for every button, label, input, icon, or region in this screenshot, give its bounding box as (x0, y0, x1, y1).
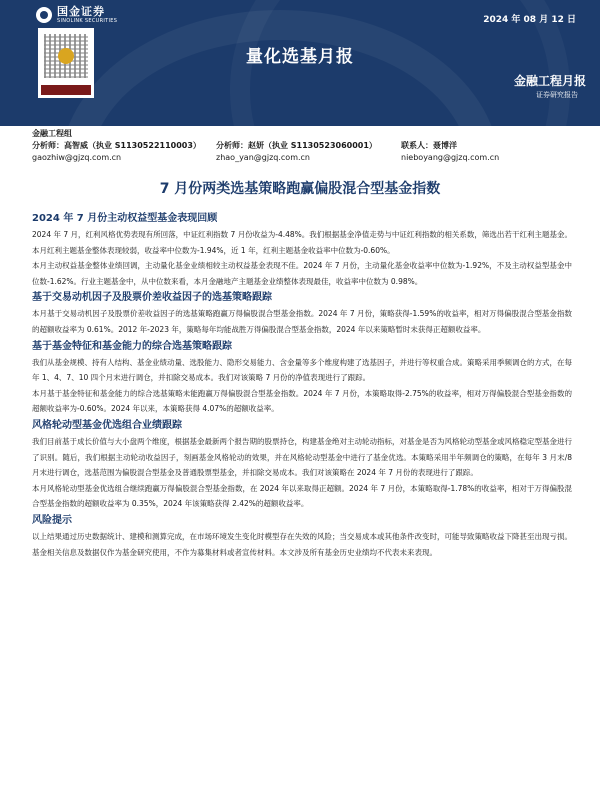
author-block (32, 128, 572, 164)
section-heading-composite: 基于基金特征和基金能力的综合选基策略跟踪 (32, 340, 232, 352)
analyst1-name: 高智威（执业 S1130522110003） (64, 141, 201, 150)
contact-label: 联系人： (401, 141, 433, 150)
contact-name: 聂博洋 (433, 141, 457, 150)
paragraph: 2024 年 7 月，红利风格优势表现有所回落，中证红利指数 7 月份收益为-4.48%。我们根据基金净值走势与中证红利指数的相关系数，筛选出若干红利主题基金。本月红利主题基金整体表现较弱，收益率中位数为-1.94%，近 1 年，红利主题基金收益率中位数为-0.60%。 (32, 230, 572, 255)
qr-caption-bar (41, 85, 91, 95)
section-heading-trading-motive: 基于交易动机因子及股票价差收益因子的选基策略跟踪 (32, 292, 272, 304)
company-logo (36, 6, 117, 24)
paragraph: 我们目前基于成长价值与大小盘两个维度，根据基金最新两个报告期的股票持仓，构建基金绝对主动轮动指标，对基金是否为风格轮动型基金或风格稳定型基金进行了识别。随后，我们根据主动轮动收益因子，刻画基金风格轮动的效果，并在风格轮动型基金中进行了基金优选。本策略采用半年频调仓的策略，在每年 3 月末/8 月末进行调仓，选基范围为偏股混合型基金及普通股票型基金，并扣除交易成本。我们对该策略在 2024 年 7 月份的表现进行了跟踪。 (32, 436, 572, 478)
logo-english-name: SINOLINK SECURITIES (57, 18, 118, 24)
team-name: 金融工程组 (32, 129, 72, 138)
paragraph: 我们从基金规模、持有人结构、基金业绩动量、选股能力、隐形交易能力、含金量等多个维度构建了选基因子，并进行等权重合成。策略采用季频调仓的方式，在每年 1、4、7、10 四个月末进行调仓，并扣除交易成本。我们对该策略 7 月份的净值表现进行了跟踪。 (32, 357, 572, 383)
paragraph: 本月基于基金特征和基金能力的综合选基策略未能跑赢万得偏股混合型基金指数。2024 年 7 月份，本策略取得-2.75%的收益率，相对万得偏股混合型基金指数的超额收益率为-0.60%。2024 年以来，本策略获得 4.07%的超额收益率。 (32, 388, 572, 414)
report-series: 金融工程月报 (513, 74, 586, 88)
report-header (0, 0, 600, 126)
paragraph: 以上结果通过历史数据统计、建模和测算完成，在市场环境发生变化时模型存在失效的风险；当交易成本或其他条件改变时，可能导致策略收益下降甚至出现亏损。基金相关信息及数据仅作为基金研究使用，不作为募集材料或者宣传材料。本文涉及所有基金历史业绩均不代表未来表现。 (32, 531, 572, 557)
qr-code (38, 28, 94, 98)
section-heading-style-rotation: 风格轮动型基金优选组合业绩跟踪 (32, 419, 182, 431)
report-main-title: 7 月份两类选基策略跑赢偏股混合型基金指数 (159, 181, 441, 197)
report-body (32, 210, 572, 560)
paragraph: 本月风格轮动型基金优选组合继续跑赢万得偏股混合型基金指数，在 2024 年以来取得正超额。2024 年 7 月份，本策略取得-1.78%的收益率，相对于万得偏股混合型基金指数的超额收益率为 0.35%，2024 年该策略获得 2.42%的超额收益率。 (32, 483, 572, 509)
contact-email[interactable]: nieboyang@gjzq.com.cn (401, 153, 500, 162)
report-series-subtitle: 证券研究报告 (536, 91, 578, 99)
paragraph: 本月基于交易动机因子及股票价差收益因子的选基策略跑赢万得偏股混合型基金指数。2024 年 7 月份，策略获得-1.59%的收益率，相对万得偏股混合型基金指数的超额收益率为 0.61%。2012 年-2023 年，策略每年均能战胜万得偏股混合型基金指数，2024 年以来策略暂时未获得正超额收益率。 (32, 309, 572, 334)
logo-icon (36, 7, 52, 23)
report-type-title: 量化选基月报 (246, 47, 354, 67)
report-date: 2024 年 08 月 12 日 (483, 15, 576, 25)
author-emails-row (32, 152, 572, 164)
analyst2-email[interactable]: zhao_yan@gjzq.com.cn (216, 153, 310, 162)
section-heading-review: 2024 年 7 月份主动权益型基金表现回顾 (32, 213, 218, 224)
analyst2-label: 分析师： (216, 141, 248, 150)
analyst1-email[interactable]: gaozhiw@gjzq.com.cn (32, 153, 122, 162)
qr-center-logo-icon (58, 48, 74, 64)
logo-chinese-name: 国金证券 (57, 5, 105, 18)
analyst2-name: 赵妍（执业 S1130523060001） (248, 141, 377, 150)
paragraph: 本月主动权益基金整体业绩回调，主动量化基金业绩相较主动权益基金表现不佳。2024 年 7 月份，主动量化基金收益率中位数为-1.92%，不及主动权益型基金中位数-1.62%。行业主题基金中，从中位数来看，本月金融地产主题基金业绩整体表现最佳，收益率中位数为 0.98%。 (32, 261, 572, 286)
analyst1-label: 分析师： (32, 141, 64, 150)
author-names-row (32, 140, 572, 152)
section-heading-risk: 风险提示 (32, 514, 72, 526)
